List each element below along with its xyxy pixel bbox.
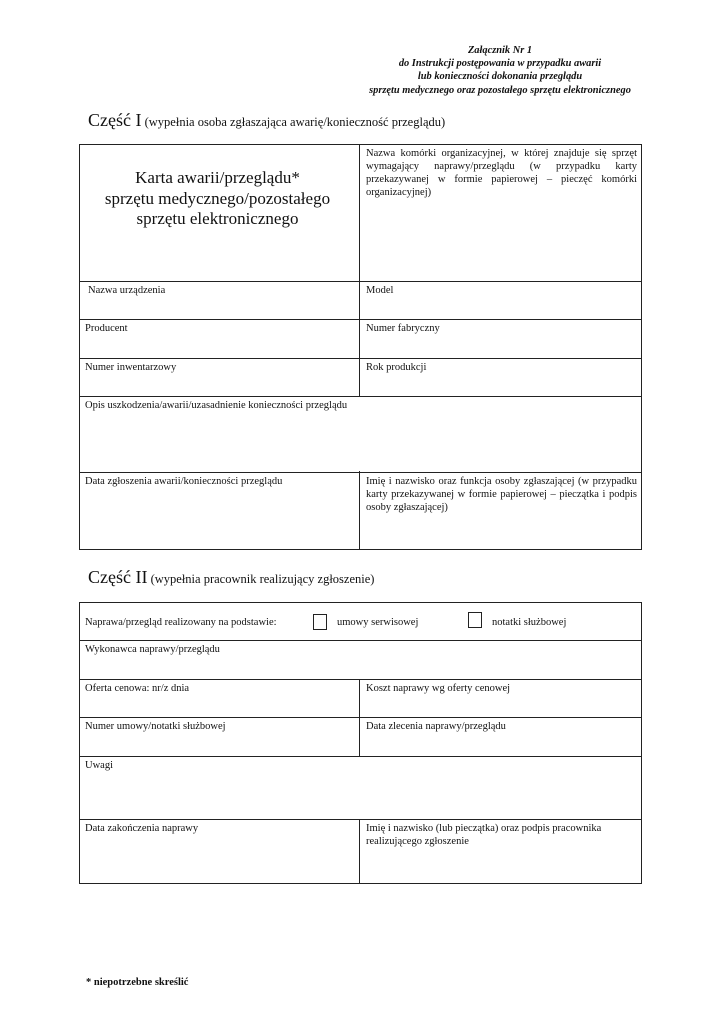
part2-row-divider-4 bbox=[79, 756, 642, 757]
reporter-field[interactable]: Imię i nazwisko oraz funkcja osoby zgłaszającej (w przypadku karty przekazywanej w formie papierowej – pieczątka i podpis osoby zgłaszającej) bbox=[366, 476, 637, 513]
device-name-field[interactable]: Nazwa urządzenia bbox=[88, 285, 166, 296]
part2-col-divider-mid bbox=[359, 679, 360, 756]
service-contract-checkbox[interactable] bbox=[313, 614, 327, 630]
repair-cost-field[interactable]: Koszt naprawy wg oferty cenowej bbox=[366, 683, 511, 694]
part1-row-divider-2 bbox=[79, 319, 642, 320]
service-contract-label: umowy serwisowej bbox=[337, 617, 419, 628]
order-date-field[interactable]: Data zlecenia naprawy/przeglądu bbox=[366, 721, 506, 732]
producer-field[interactable]: Producent bbox=[85, 323, 128, 334]
worker-signature-field[interactable]: Imię i nazwisko (lub pieczątka) oraz podpis pracownika realizującego zgłoszenie bbox=[366, 823, 602, 847]
part1-heading-note: (wypełnia osoba zgłaszająca awarię/konieczność przeglądu) bbox=[144, 115, 446, 129]
description-row-mask bbox=[356, 397, 364, 471]
part2-heading bbox=[88, 567, 374, 588]
basis-label: Naprawa/przegląd realizowany na podstawie: bbox=[85, 617, 277, 628]
unit-name-field[interactable]: Nazwa komórki organizacyjnej, w której znajduje się sprzęt wymagający naprawy/przeglądu (w przypadku karty przekazywanej w formie papierowej – pieczęć komórki organizacyjnej) bbox=[366, 148, 637, 198]
header-line-1: Załącznik Nr 1 bbox=[467, 45, 533, 56]
production-year-field[interactable]: Rok produkcji bbox=[366, 362, 427, 373]
footnote: * niepotrzebne skreślić bbox=[86, 977, 189, 988]
part2-row-divider-5 bbox=[79, 819, 642, 820]
part1-row-divider-5 bbox=[79, 472, 642, 473]
part1-heading bbox=[88, 110, 445, 131]
damage-description-field[interactable]: Opis uszkodzenia/awarii/uzasadnienie konieczności przeglądu bbox=[85, 400, 348, 411]
card-title-line-2: sprzętu medycznego/pozostałego bbox=[104, 188, 331, 208]
completion-date-field[interactable]: Data zakończenia naprawy bbox=[85, 823, 199, 834]
price-offer-field[interactable]: Oferta cenowa: nr/z dnia bbox=[85, 683, 190, 694]
part2-row-divider-2 bbox=[79, 679, 642, 680]
part2-heading-label: Część II bbox=[88, 567, 148, 587]
part2-col-divider-bottom bbox=[359, 819, 360, 884]
part1-heading-label: Część I bbox=[88, 110, 142, 130]
part2-row-divider-3 bbox=[79, 717, 642, 718]
contractor-field[interactable]: Wykonawca naprawy/przeglądu bbox=[85, 644, 220, 655]
report-date-field[interactable]: Data zgłoszenia awarii/konieczności przeglądu bbox=[85, 476, 283, 487]
attachment-header bbox=[300, 44, 700, 97]
card-title bbox=[80, 168, 355, 230]
part2-heading-note: (wypełnia pracownik realizujący zgłoszenie) bbox=[150, 572, 375, 586]
part1-row-divider-3 bbox=[79, 358, 642, 359]
header-line-3: lub konieczności dokonania przeglądu bbox=[417, 71, 583, 83]
part1-col-divider-top bbox=[359, 144, 360, 550]
service-note-label: notatki służbowej bbox=[492, 617, 567, 628]
serial-number-field[interactable]: Numer fabryczny bbox=[366, 323, 440, 334]
model-field[interactable]: Model bbox=[366, 285, 394, 296]
part1-row-divider-1 bbox=[79, 281, 642, 282]
card-title-line-1: Karta awarii/przeglądu* bbox=[135, 168, 300, 187]
contract-number-field[interactable]: Numer umowy/notatki służbowej bbox=[85, 721, 226, 732]
part2-row-divider-1 bbox=[79, 640, 642, 641]
header-line-4: sprzętu medycznego oraz pozostałego sprzętu elektronicznego bbox=[369, 84, 631, 96]
card-title-line-3: sprzętu elektronicznego bbox=[136, 209, 299, 228]
inventory-number-field[interactable]: Numer inwentarzowy bbox=[85, 362, 177, 373]
service-note-checkbox[interactable] bbox=[468, 612, 482, 628]
header-line-2: do Instrukcji postępowania w przypadku awarii bbox=[398, 58, 602, 70]
remarks-field[interactable]: Uwagi bbox=[85, 760, 113, 771]
